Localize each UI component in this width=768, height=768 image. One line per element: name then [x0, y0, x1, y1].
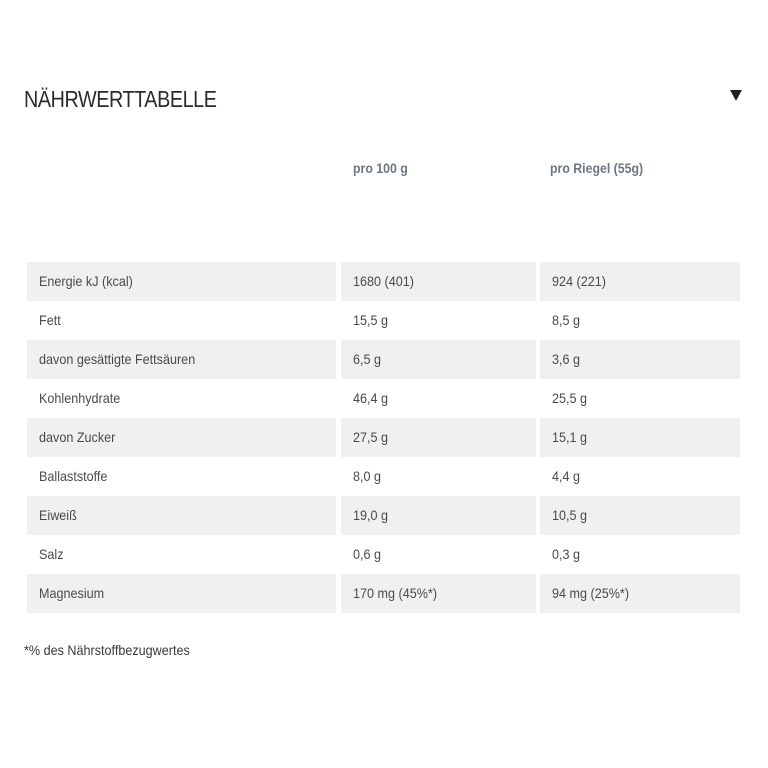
value-per-100g: 27,5 g	[353, 429, 389, 445]
triangle-down-icon[interactable]	[730, 90, 742, 101]
value-per-bar: 3,6 g	[552, 351, 581, 367]
value-per-bar: 10,5 g	[552, 507, 588, 523]
nutrient-name: Energie kJ (kcal)	[39, 273, 133, 289]
value-per-bar: 0,3 g	[552, 546, 581, 562]
value-per-100g: 6,5 g	[353, 351, 382, 367]
footnote: *% des Nährstoffbezugwertes	[24, 642, 190, 658]
table-row	[27, 496, 740, 535]
page-title: NÄHRWERTTABELLE	[24, 86, 217, 112]
value-per-bar: 8,5 g	[552, 312, 581, 328]
column-header-per-bar: pro Riegel (55g)	[550, 160, 644, 176]
value-per-100g: 1680 (401)	[353, 273, 414, 289]
value-per-bar: 94 mg (25%*)	[552, 585, 630, 601]
value-per-bar: 924 (221)	[552, 273, 606, 289]
table-row	[27, 418, 740, 457]
value-per-100g: 0,6 g	[353, 546, 382, 562]
nutrient-name: Eiweiß	[39, 507, 77, 523]
value-per-bar: 4,4 g	[552, 468, 581, 484]
column-header-per-100g: pro 100 g	[353, 160, 408, 176]
table-row	[27, 457, 740, 496]
table-row	[27, 535, 740, 574]
table-row	[27, 574, 740, 613]
nutrient-name: davon Zucker	[39, 429, 116, 445]
value-per-100g: 15,5 g	[353, 312, 389, 328]
nutrient-name: Fett	[39, 312, 61, 328]
value-per-100g: 8,0 g	[353, 468, 382, 484]
nutrition-table-header[interactable]	[24, 86, 742, 116]
nutrient-name: Magnesium	[39, 585, 105, 601]
table-row	[27, 340, 740, 379]
value-per-bar: 25,5 g	[552, 390, 588, 406]
nutrient-name: Kohlenhydrate	[39, 390, 121, 406]
nutrient-name: Salz	[39, 546, 64, 562]
nutrient-name: Ballaststoffe	[39, 468, 108, 484]
table-row	[27, 262, 740, 301]
value-per-100g: 46,4 g	[353, 390, 389, 406]
nutrient-name: davon gesättigte Fettsäuren	[39, 351, 196, 367]
value-per-100g: 19,0 g	[353, 507, 389, 523]
table-row	[27, 379, 740, 418]
value-per-100g: 170 mg (45%*)	[353, 585, 438, 601]
value-per-bar: 15,1 g	[552, 429, 588, 445]
nutrition-table	[27, 262, 740, 613]
table-row	[27, 301, 740, 340]
